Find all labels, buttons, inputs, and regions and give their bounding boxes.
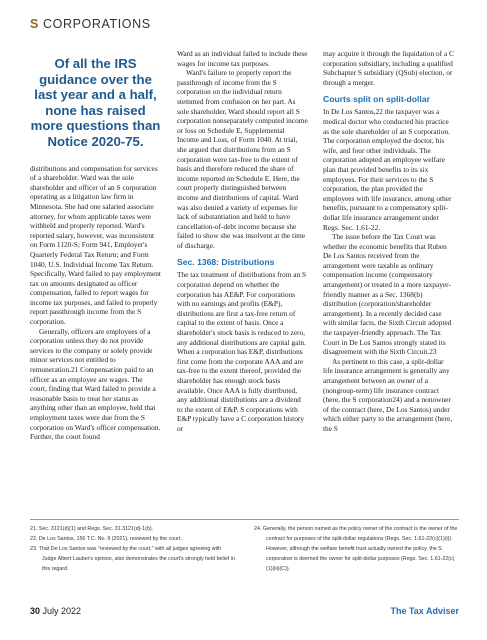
paragraph: As pertinent to this case, a split-dollar life insurance arrangement is generally any arrangement between an owner of a (nongroup-term) life insurance contract (here, the S corporation24) and a nonowner of the contract (here, De Los Santos) under which either party to the arrangement (here, the S <box>323 356 453 433</box>
paragraph: The issue before the Tax Court was whether the economic benefits that Ruben De Los Santos received from the arrangement were taxable as ordinary compensation income (compensatory arrangement) or treated in a more taxpayer-friendly manner as a Sec. 1368(b) distribution (corporation/shareholder arrangement). In a recently decided case with similar facts, the Sixth Circuit adopted the taxpayer-friendly approach. The Tax Court in De Los Santos strongly stated its disagreement with the Sixth Circuit.23 <box>323 232 452 357</box>
paragraph: Ward as an individual failed to include these wages for income tax purposes. <box>177 49 308 68</box>
publication-name: The Tax Adviser <box>390 606 459 616</box>
page-number: 30 <box>30 606 41 616</box>
section-name: CORPORATIONS <box>43 17 151 31</box>
paragraph: In De Los Santos,22 the taxpayer was a medical doctor who conducted his practice as the sole shareholder of an S corporation. The corporation employed the doctor, his wife, and four other individuals. The corporation adopted an employee welfare plan that provided benefits to its six employees. For their services to the S corporation, the plan provided the employees with life insurance, among other benefits, pursuant to a compensatory split-dollar life insurance arrangement under Regs. Sec. 1.61-22. <box>323 107 452 232</box>
subheading-split-dollar: Courts split on split-dollar <box>323 94 430 105</box>
column-2 <box>177 49 308 434</box>
page-footer <box>30 606 81 616</box>
footnote: 24. Generally, the person named as the policy owner of the contract is the owner of the contract for purposes of the split-dollar regulations (Regs. Sec. 1.61-22(c)(1)(i)). However, although the welfare benefit trust actually owned the policy, the S corporation is deemed the owner for split-dollar purposes (Regs. Sec. 1.61-22(c)(1)(iii)(C)). <box>254 526 458 572</box>
footnotes-right <box>254 524 459 574</box>
paragraph: Generally, officers are employees of a corporation unless they do not provide services to the company or solely provide minor services not entitled to remuneration.21 Compensation paid to an officer as an employee are wages. The court, finding that Ward failed to provide a reasonable basis to treat her status as anything other than an employee, held that employment taxes were due from the S corporation on Ward's officer compensation. Further, the court found <box>30 326 161 442</box>
footnote: 23. That De Los Santos was "reviewed by the court," with all judges agreeing with Judge Albert Lauber's opinion, also demonstrates the court's strongly held belief in this regard. <box>30 546 235 572</box>
section-letter: S <box>30 17 39 31</box>
footnote: 21. Sec. 3121(d)(1) and Regs. Sec. 31.3121(d)-1(b). <box>30 526 154 532</box>
section-header <box>30 17 151 31</box>
subheading-distributions: Sec. 1368: Distributions <box>177 257 275 268</box>
paragraph: Ward's failure to properly report the passthrough of income from the S corporation on the individual return stemmed from confusion on her part. As sole shareholder, Ward should report all S corporation nonseparately computed income or loss on Schedule E, Supplemental Income and Loss, of Form 1040. At trial, she argued that distributions from an S corporation were tax-free to the extent of basis and therefore reduced the share of income reported on Schedule E. Here, the court properly distinguished between income and distributions of capital. Ward was also denied a variety of expenses for lack of substantiation and held to have cancellation-of-debt income because she failed to show she was insolvent at the time of discharge. <box>177 68 308 250</box>
footnote-divider <box>30 519 459 520</box>
column-1 <box>30 56 161 442</box>
paragraph: distributions and compensation for services of a shareholder. Ward was the sole shareholder and officer of an S corporation operating as a litigation law firm in Minnesota. She had one salaried associate attorney, for whom applicable taxes were withheld and properly reported. Ward's reported salary, however, was inconsistent on Form 1120-S; Form 941, Employer's Quarterly Federal Tax Return; and Form 1040, U.S. Individual Income Tax Return. Specifically, Ward failed to pay employment tax on amounts designated as officer compensation, failed to report wages for income tax purposes, and failed to properly report passthrough income from the S corporation. <box>30 163 161 327</box>
pull-quote: Of all the IRS guidance over the last year and a half, none has raised more questions than Notice 2020-75. <box>30 56 161 149</box>
issue-date: July 2022 <box>42 606 82 616</box>
footnotes-left <box>30 524 235 574</box>
paragraph: The tax treatment of distributions from an S corporation depend on whether the corporation has AE&P. For corporations with no earnings and profits (E&P), distributions are first a tax-free return of capital to the extent of basis. Once a shareholder's stock basis is reduced to zero, any additional distributions are capital gain. When a corporation has E&P, distributions first come from the corporate AAA and are tax-free to the extent thereof, provided the shareholder has enough stock basis available. Once AAA is fully distributed, any additional distributions are a dividend to the extent of E&P. S corporations with E&P typically have a C corporation history or <box>177 270 307 433</box>
column-3 <box>323 49 454 434</box>
footnote: 22. De Los Santos, 156 T.C. No. 9 (2021), reviewed by the court. <box>30 536 182 542</box>
paragraph: may acquire it through the liquidation of a C corporation subsidiary, including a qualified Subchapter S subsidiary (QSub) election, or through a merger. <box>323 49 454 87</box>
